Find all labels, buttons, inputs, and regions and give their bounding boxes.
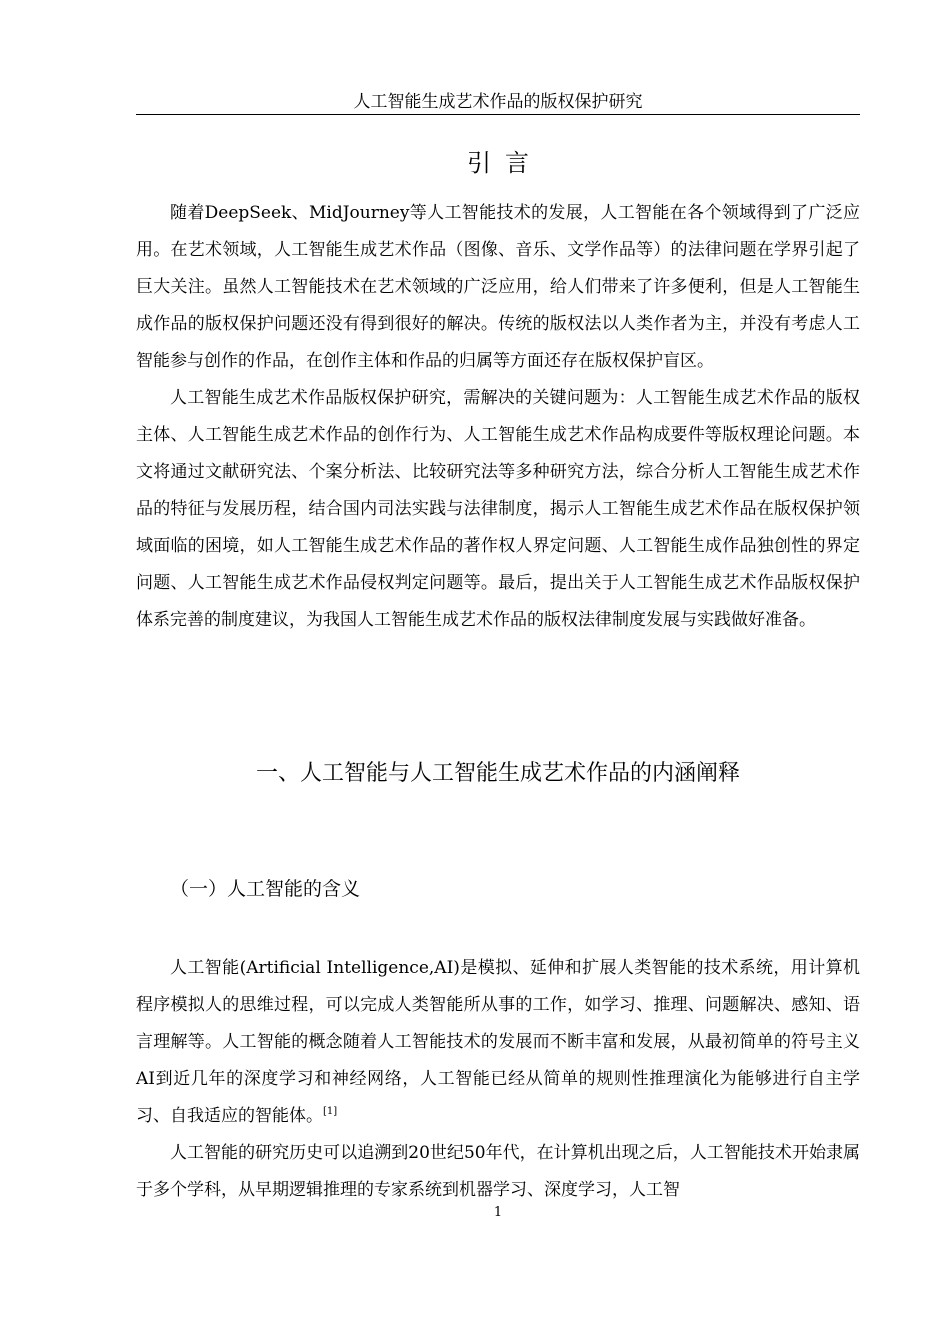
page-number: 1 <box>493 1205 503 1220</box>
body-paragraph-text: 人工智能(Artificial Intelligence,AI)是模拟、延伸和扩展人类智能的技术系统，用计算机程序模拟人的思维过程，可以完成人类智能所从事的工作，如学习、推理、问题解决、感知、语言理解等。人工智能的概念随着人工智能技术的发展而不断丰富和发展，从最初简单的符号主义AI到近几年的深度学习和神经网络，人工智能已经从简单的规则性推理演化为能够进行自主学习、自我适应的智能体。 <box>136 958 860 1126</box>
body-paragraph: 人工智能的研究历史可以追溯到20世纪50年代，在计算机出现之后，人工智能技术开始隶属于多个学科，从早期逻辑推理的专家系统到机器学习、深度学习，人工智 <box>136 1143 860 1200</box>
subsection-heading: （一）人工智能的含义 <box>170 878 361 900</box>
intro-body <box>136 195 860 639</box>
header-divider <box>136 114 860 115</box>
intro-paragraph: 随着DeepSeek、MidJourney等人工智能技术的发展，人工智能在各个领域得到了广泛应用。在艺术领域，人工智能生成艺术作品（图像、音乐、文学作品等）的法律问题在学界引起了巨大关注。虽然人工智能技术在艺术领域的广泛应用，给人们带来了许多便利，但是人工智能生成作品的版权保护问题还没有得到很好的解决。传统的版权法以人类作者为主，并没有考虑人工智能参与创作的作品，在创作主体和作品的归属等方面还存在版权保护盲区。 <box>136 203 860 371</box>
running-header: 人工智能生成艺术作品的版权保护研究 <box>353 92 643 112</box>
page-title: 引言 <box>467 149 543 177</box>
intro-paragraph: 人工智能生成艺术作品版权保护研究，需解决的关键问题为：人工智能生成艺术作品的版权主体、人工智能生成艺术作品的创作行为、人工智能生成艺术作品构成要件等版权理论问题。本文将通过文献研究法、个案分析法、比较研究法等多种研究方法，综合分析人工智能生成艺术作品的特征与发展历程，结合国内司法实践与法律制度，揭示人工智能生成艺术作品在版权保护领域面临的困境，如人工智能生成艺术作品的著作权人界定问题、人工智能生成作品独创性的界定问题、人工智能生成艺术作品侵权判定问题等。最后，提出关于人工智能生成艺术作品版权保护体系完善的制度建议，为我国人工智能生成艺术作品的版权法律制度发展与实践做好准备。 <box>136 388 860 630</box>
section-heading: 一、人工智能与人工智能生成艺术作品的内涵阐释 <box>255 761 740 786</box>
citation-marker[interactable]: [1] <box>323 1106 338 1117</box>
subsection-body <box>136 950 860 1209</box>
body-paragraph <box>136 950 860 1135</box>
